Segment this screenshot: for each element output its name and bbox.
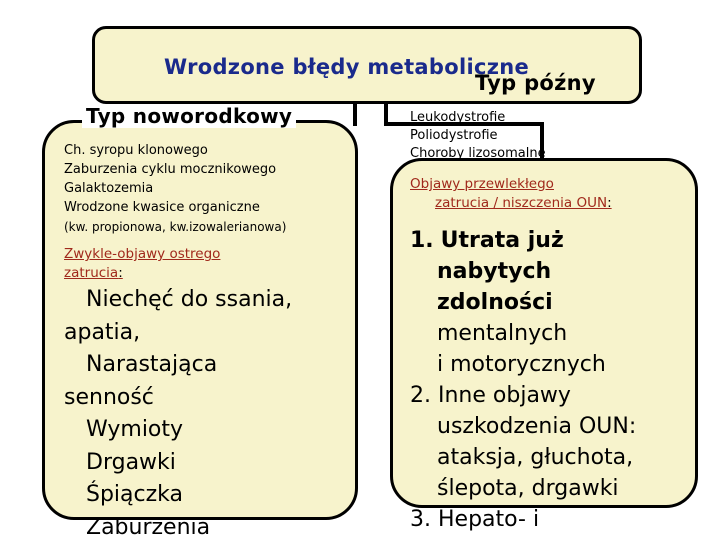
symptom-item: Niechęć do ssania,	[64, 284, 292, 317]
item-line: nabytych	[410, 256, 636, 287]
symptom-item: senność	[64, 382, 292, 415]
newborn-link-line-2: zatrucia	[64, 265, 118, 281]
newborn-symptom-list	[64, 284, 292, 544]
item-line: ataksja, głuchota,	[410, 442, 636, 473]
late-link-colon: :	[607, 195, 612, 211]
newborn-disease-item: Wrodzone kwasice organiczne	[64, 198, 276, 217]
late-disease-item: Choroby lizosomalne	[410, 145, 546, 163]
newborn-disease-list	[64, 141, 276, 217]
item-line: Utrata już	[441, 228, 564, 253]
list-item	[410, 225, 636, 256]
symptom-item: Wymioty	[64, 414, 292, 447]
symptom-item: Narastająca	[64, 349, 292, 382]
newborn-acids-note: (kw. propionowa, kw.izowalerianowa)	[64, 220, 286, 234]
list-item	[410, 504, 636, 535]
symptom-item: Zaburzenia	[64, 512, 292, 544]
late-disease-item: Poliodystrofie	[410, 127, 546, 145]
symptom-item: Śpiączka	[64, 479, 292, 512]
late-type-heading: Typ późny	[475, 71, 596, 95]
newborn-disease-item: Ch. syropu klonowego	[64, 141, 276, 160]
newborn-link-line-1: Zwykle-objawy ostrego	[64, 245, 220, 264]
item-line: mentalnych	[410, 318, 636, 349]
newborn-disease-item: Zaburzenia cyklu mocznikowego	[64, 160, 276, 179]
item-line: Hepato- i	[438, 507, 539, 532]
newborn-disease-item: Galaktozemia	[64, 179, 276, 198]
late-disease-list	[410, 109, 546, 163]
list-item	[410, 380, 636, 411]
item-number: 1.	[410, 228, 434, 253]
late-link-line-1: Objawy przewlekłego	[410, 175, 612, 194]
item-number: 2.	[410, 383, 431, 408]
item-line: ślepota, drgawki	[410, 473, 636, 504]
newborn-type-heading: Typ noworodkowy	[82, 104, 296, 128]
late-disease-item: Leukodystrofie	[410, 109, 546, 127]
newborn-link-colon: :	[118, 265, 123, 281]
item-line: zdolności	[410, 287, 636, 318]
late-link-line-2: zatrucia / niszczenia OUN	[435, 195, 607, 211]
newborn-acute-symptoms-link[interactable]	[64, 245, 220, 283]
late-chronic-symptoms-link[interactable]	[410, 175, 612, 213]
diagram-title: Wrodzone błędy metaboliczne	[164, 55, 529, 79]
late-symptom-list	[410, 225, 636, 535]
item-number: 3.	[410, 507, 431, 532]
item-line: Inne objawy	[438, 383, 571, 408]
symptom-item: Drgawki	[64, 447, 292, 480]
item-line: i motorycznych	[410, 349, 636, 380]
symptom-item: apatia,	[64, 317, 292, 350]
item-line: uszkodzenia OUN:	[410, 411, 636, 442]
